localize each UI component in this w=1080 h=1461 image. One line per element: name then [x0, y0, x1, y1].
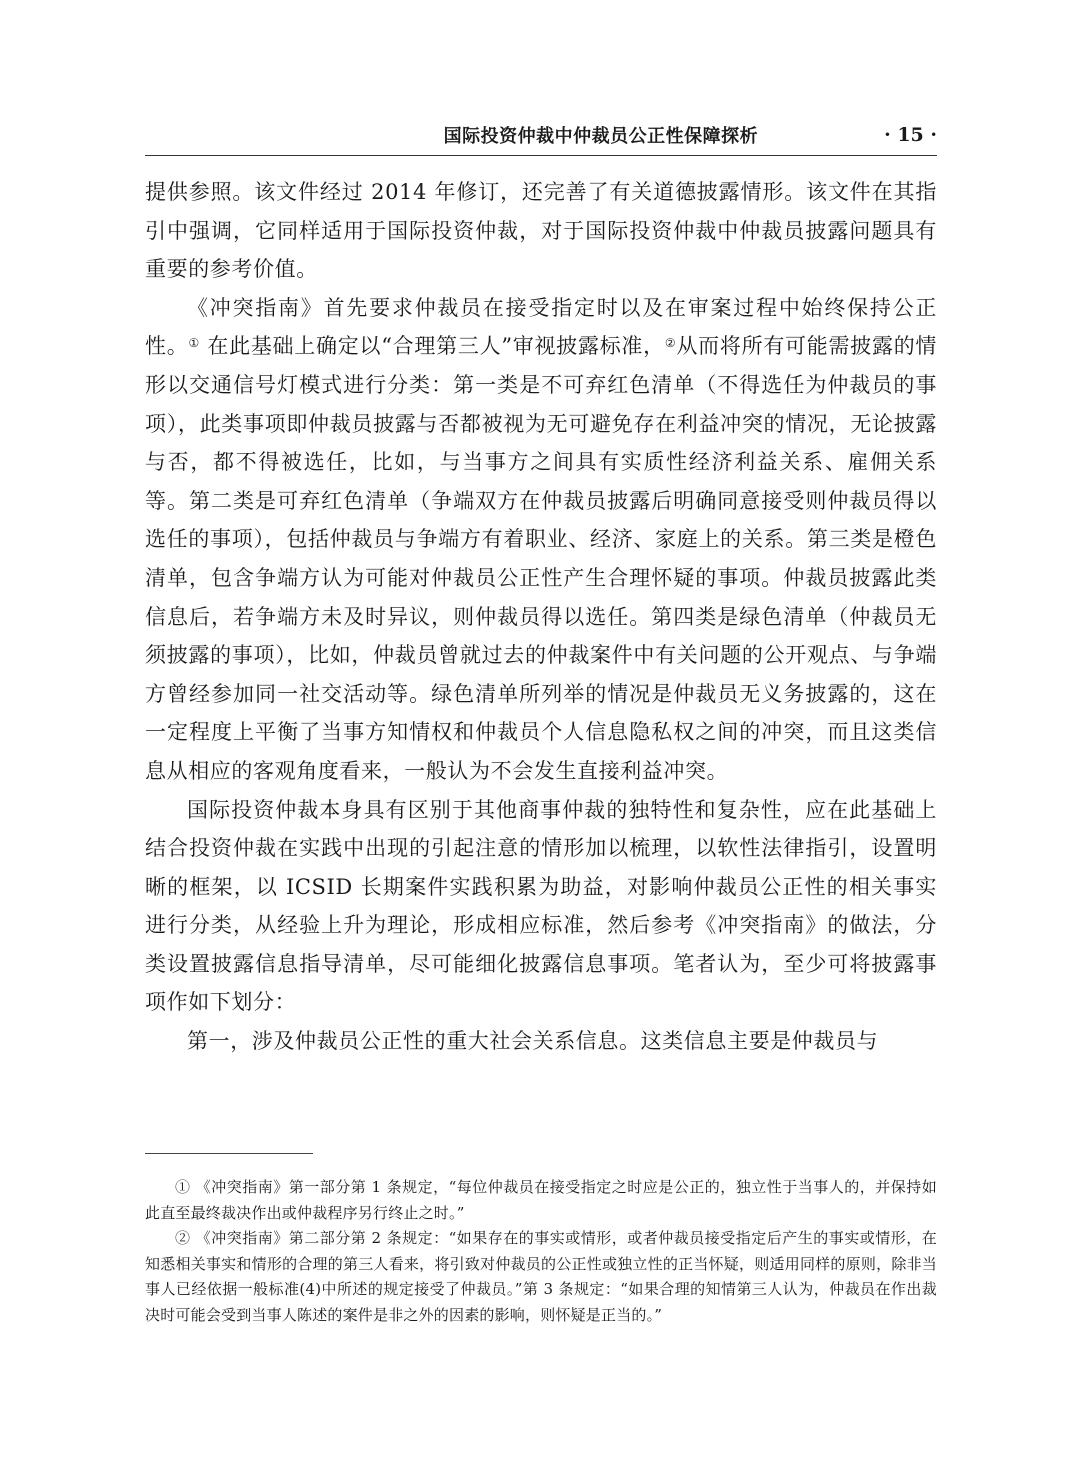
footnote-rule	[145, 1153, 313, 1154]
footnote-2: ② 《冲突指南》第二部分第 2 条规定：“如果存在的事实或情形，或者仲裁员接受指定后产生的事实或情形，在知悉相关事实和情形的合理的第三人看来，将引致对仲裁员的公正性或独立性的正当怀疑，则适用同样的原则，除非当事人已经依据一般标准(4)中所述的规定接受了仲裁员。”第 3 条规定：“如果合理的知情第三人认为，仲裁员在作出裁决时可能会受到当事人陈述的案件是非之外的因素的影响，则怀疑是正当的。”	[145, 1229, 937, 1324]
paragraph-4: 第一，涉及仲裁员公正性的重大社会关系信息。这类信息主要是仲裁员与	[187, 1029, 879, 1054]
footnote-ref-2: ②	[664, 336, 677, 351]
paragraph-2-part-a: 《冲突指南》首先要求仲裁员在接受指定时以及在审案过程中始终保持公正性。	[145, 295, 937, 359]
body-text	[145, 173, 937, 1061]
paragraph-2-part-b: 在此基础上确定以“合理第三人”审视披露标准，	[199, 334, 665, 359]
running-title: 国际投资仲裁中仲裁员公正性保障探析	[443, 126, 759, 147]
footnote-1: ① 《冲突指南》第一部分第 1 条规定，“每位仲裁员在接受指定之时应是公正的，独立性于当事人的，并保持如此直至最终裁决作出或仲裁程序另行终止之时。”	[145, 1178, 937, 1222]
paragraph-3: 国际投资仲裁本身具有区别于其他商事仲裁的独特性和复杂性，应在此基础上结合投资仲裁在实践中出现的引起注意的情形加以梳理，以软性法律指引，设置明晰的框架，以 ICSID 长期案件实践积累为助益，对影响仲裁员公正性的相关事实进行分类，从经验上升为理论，形成相应标准，然后参考《冲突指南》的做法，分类设置披露信息指导清单，尽可能细化披露信息事项。笔者认为，至少可将披露事项作如下划分：	[145, 797, 937, 1015]
page-number: · 15 ·	[884, 124, 937, 146]
paragraph-2	[145, 289, 937, 791]
footnotes	[145, 1175, 937, 1329]
paragraph-1: 提供参照。该文件经过 2014 年修订，还完善了有关道德披露情形。该文件在其指引中强调，它同样适用于国际投资仲裁，对于国际投资仲裁中仲裁员披露问题具有重要的参考价值。	[145, 180, 937, 282]
footnote-ref-1: ①	[188, 336, 200, 351]
header-rule	[145, 155, 937, 156]
paragraph-2-part-c: 从而将所有可能需披露的情形以交通信号灯模式进行分类：第一类是不可弃红色清单（不得选任为仲裁员的事项），此类事项即仲裁员披露与否都被视为无可避免存在利益冲突的情况，无论披露与否，都不得被选任，比如，与当事方之间具有实质性经济利益关系、雇佣关系等。第二类是可弃红色清单（争端双方在仲裁员披露后明确同意接受则仲裁员得以选任的事项），包括仲裁员与争端方有着职业、经济、家庭上的关系。第三类是橙色清单，包含争端方认为可能对仲裁员公正性产生合理怀疑的事项。仲裁员披露此类信息后，若争端方未及时异议，则仲裁员得以选任。第四类是绿色清单（仲裁员无须披露的事项），比如，仲裁员曾就过去的仲裁案件中有关问题的公开观点、与争端方曾经参加同一社交活动等。绿色清单所列举的情况是仲裁员无义务披露的，这在一定程度上平衡了当事方知情权和仲裁员个人信息隐私权之间的冲突，而且这类信息从相应的客观角度看来，一般认为不会发生直接利益冲突。	[145, 334, 938, 783]
running-header	[145, 118, 937, 152]
